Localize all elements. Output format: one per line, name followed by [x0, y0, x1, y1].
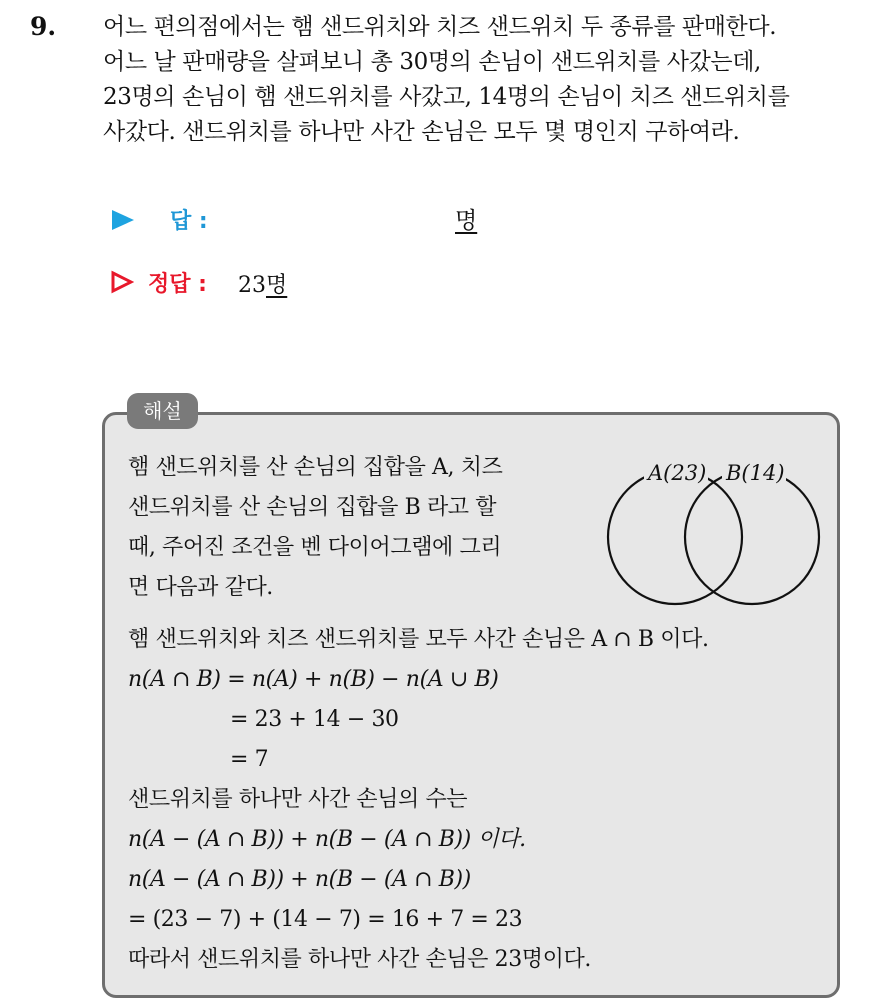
solution-equation: n(A − (A ∩ B)) + n(B − (A ∩ B)) 이다. — [128, 827, 526, 852]
solution-line: 햄 샌드위치를 산 손님의 집합을 A, 치즈 — [128, 455, 503, 480]
answer-label: 답 : — [170, 209, 208, 234]
venn-diagram — [600, 452, 830, 612]
solution-equation: n(A − (A ∩ B)) + n(B − (A ∩ B)) — [128, 867, 471, 892]
solution-line: 샌드위치를 산 손님의 집합을 B 라고 할 — [128, 495, 497, 520]
answer-row — [110, 200, 510, 240]
solution-tab: 해설 — [127, 393, 198, 429]
question-number: 9. — [30, 12, 57, 41]
solution-line: 면 다음과 같다. — [128, 575, 273, 600]
venn-label-b: B(14) — [726, 461, 785, 485]
question-line: 어느 날 판매량을 살펴보니 총 30명의 손님이 샌드위치를 사갔는데, — [103, 49, 761, 75]
answer-key-number: 23 — [238, 273, 266, 298]
play-triangle-icon — [112, 210, 134, 230]
answer-unit: 명 — [455, 208, 478, 234]
answer-key-label: 정답 : — [148, 272, 207, 297]
solution-line: 햄 샌드위치와 치즈 샌드위치를 모두 사간 손님은 A ∩ B 이다. — [128, 627, 709, 652]
solution-equation: = 23 + 14 − 30 — [230, 707, 399, 732]
venn-label-a: A(23) — [648, 461, 707, 485]
venn-circle-a — [608, 470, 742, 604]
outline-triangle-icon — [110, 270, 134, 294]
solution-equation: = 7 — [230, 747, 269, 772]
solution-line: 샌드위치를 하나만 사간 손님의 수는 — [128, 787, 468, 812]
solution-line: 때, 주어진 조건을 벤 다이어그램에 그리 — [128, 535, 502, 560]
solution-equation: n(A ∩ B) = n(A) + n(B) − n(A ∪ B) — [128, 667, 499, 692]
solution-intro — [128, 448, 588, 608]
question-line: 23명의 손님이 햄 샌드위치를 사갔고, 14명의 손님이 치즈 샌드위치를 — [103, 84, 790, 110]
question-text — [103, 10, 873, 150]
solution-equation: = (23 − 7) + (14 − 7) = 16 + 7 = 23 — [128, 907, 523, 932]
answer-key-value — [238, 268, 287, 299]
answer-key-unit: 명 — [266, 273, 288, 298]
question-line: 사갔다. 샌드위치를 하나만 사간 손님은 모두 몇 명인지 구하여라. — [103, 119, 740, 145]
solution-line: 따라서 샌드위치를 하나만 사간 손님은 23명이다. — [128, 947, 591, 972]
answer-key-row — [110, 264, 510, 304]
venn-circle-b — [685, 470, 819, 604]
question-line: 어느 편의점에서는 햄 샌드위치와 치즈 샌드위치 두 종류를 판매한다. — [103, 14, 777, 40]
solution-body — [128, 620, 828, 980]
